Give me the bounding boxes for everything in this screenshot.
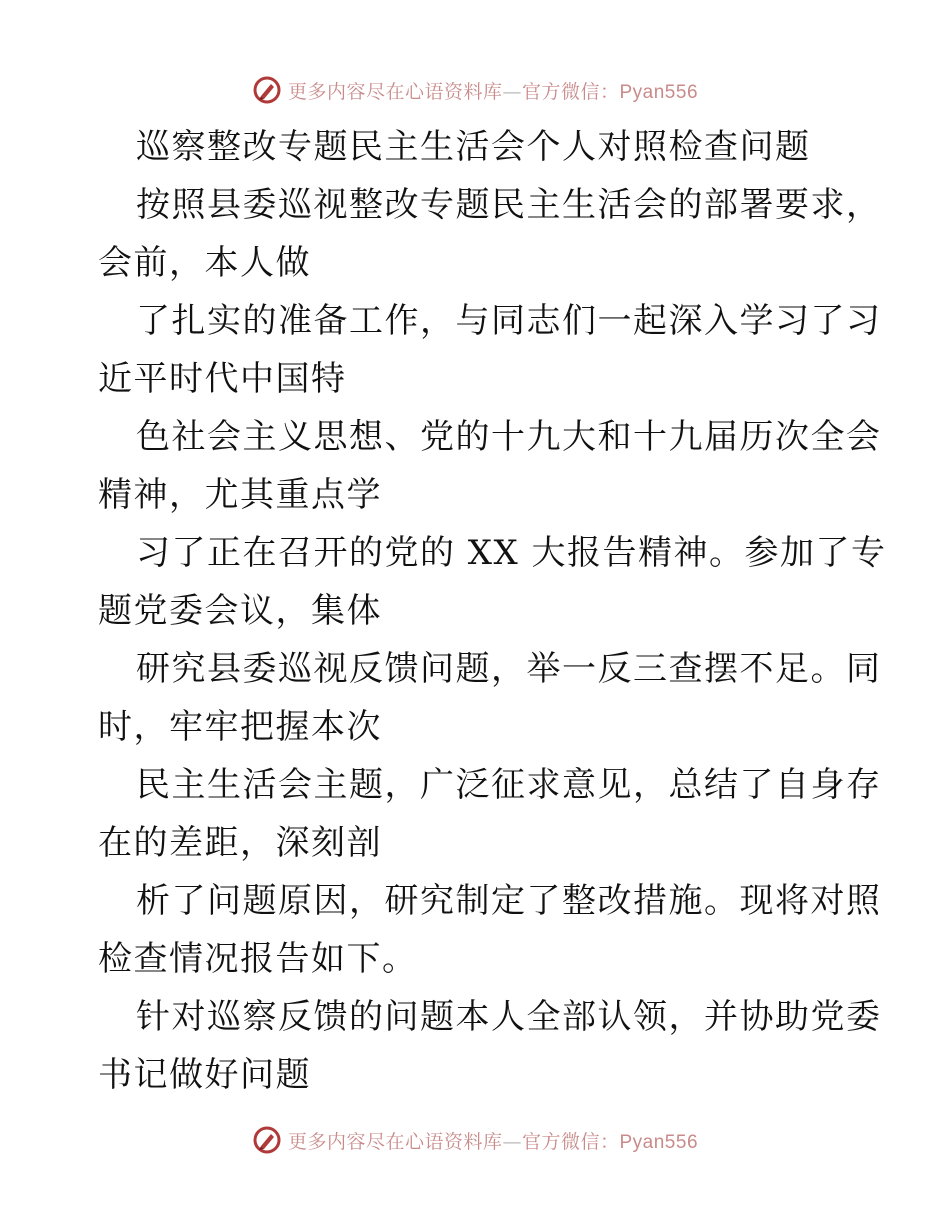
paragraph-line: 题党委会议，集体 [98,591,382,631]
paragraph-line: 精神，尤其重点学 [98,475,382,515]
header-banner [0,70,950,110]
paragraph-line: 了扎实的准备工作，与同志们一起深入学习了习 [136,301,882,341]
document-body [98,118,887,1104]
paragraph-line: 检查情况报告如下。 [98,939,418,979]
paragraph-line: 书记做好问题 [98,1055,311,1095]
document-title: 巡察整改专题民主生活会个人对照检查问题 [136,127,811,167]
paragraph-line: 会前，本人做 [98,243,311,283]
paragraph-line: 时，牢牢把握本次 [98,707,382,747]
paragraph-line: 民主生活会主题，广泛征求意见，总结了自身存 [136,765,882,805]
header-banner-sub: 官方微信： [521,80,620,103]
pen-logo-icon [252,1125,282,1155]
footer-banner-sub: 官方微信： [521,1130,620,1153]
paragraph-line: 针对巡察反馈的问题本人全部认领，并协助党委 [136,997,882,1037]
footer-banner-separator: — [502,1130,522,1153]
header-banner-wechat-id: Pyan556 [619,81,699,103]
paragraph-line: 习了正在召开的党的 XX 大报告精神。参加了专 [136,533,887,573]
header-banner-main: 更多内容尽在心语资料库 [287,80,503,103]
header-banner-text [288,77,698,104]
footer-banner [0,1120,950,1160]
paragraph-line: 色社会主义思想、党的十九大和十九届历次全会 [136,417,882,457]
footer-banner-text [288,1127,698,1154]
paragraph-line: 研究县委巡视反馈问题，举一反三查摆不足。同 [136,649,882,689]
paragraph-line: 在的差距，深刻剖 [98,823,382,863]
paragraph-line: 析了问题原因，研究制定了整改措施。现将对照 [136,881,882,921]
footer-banner-wechat-id: Pyan556 [619,1131,699,1153]
footer-banner-main: 更多内容尽在心语资料库 [287,1130,503,1153]
paragraph-line: 按照县委巡视整改专题民主生活会的部署要求， [136,185,882,225]
paragraph-line: 近平时代中国特 [98,359,347,399]
header-banner-separator: — [502,80,522,103]
pen-logo-icon [252,75,282,105]
